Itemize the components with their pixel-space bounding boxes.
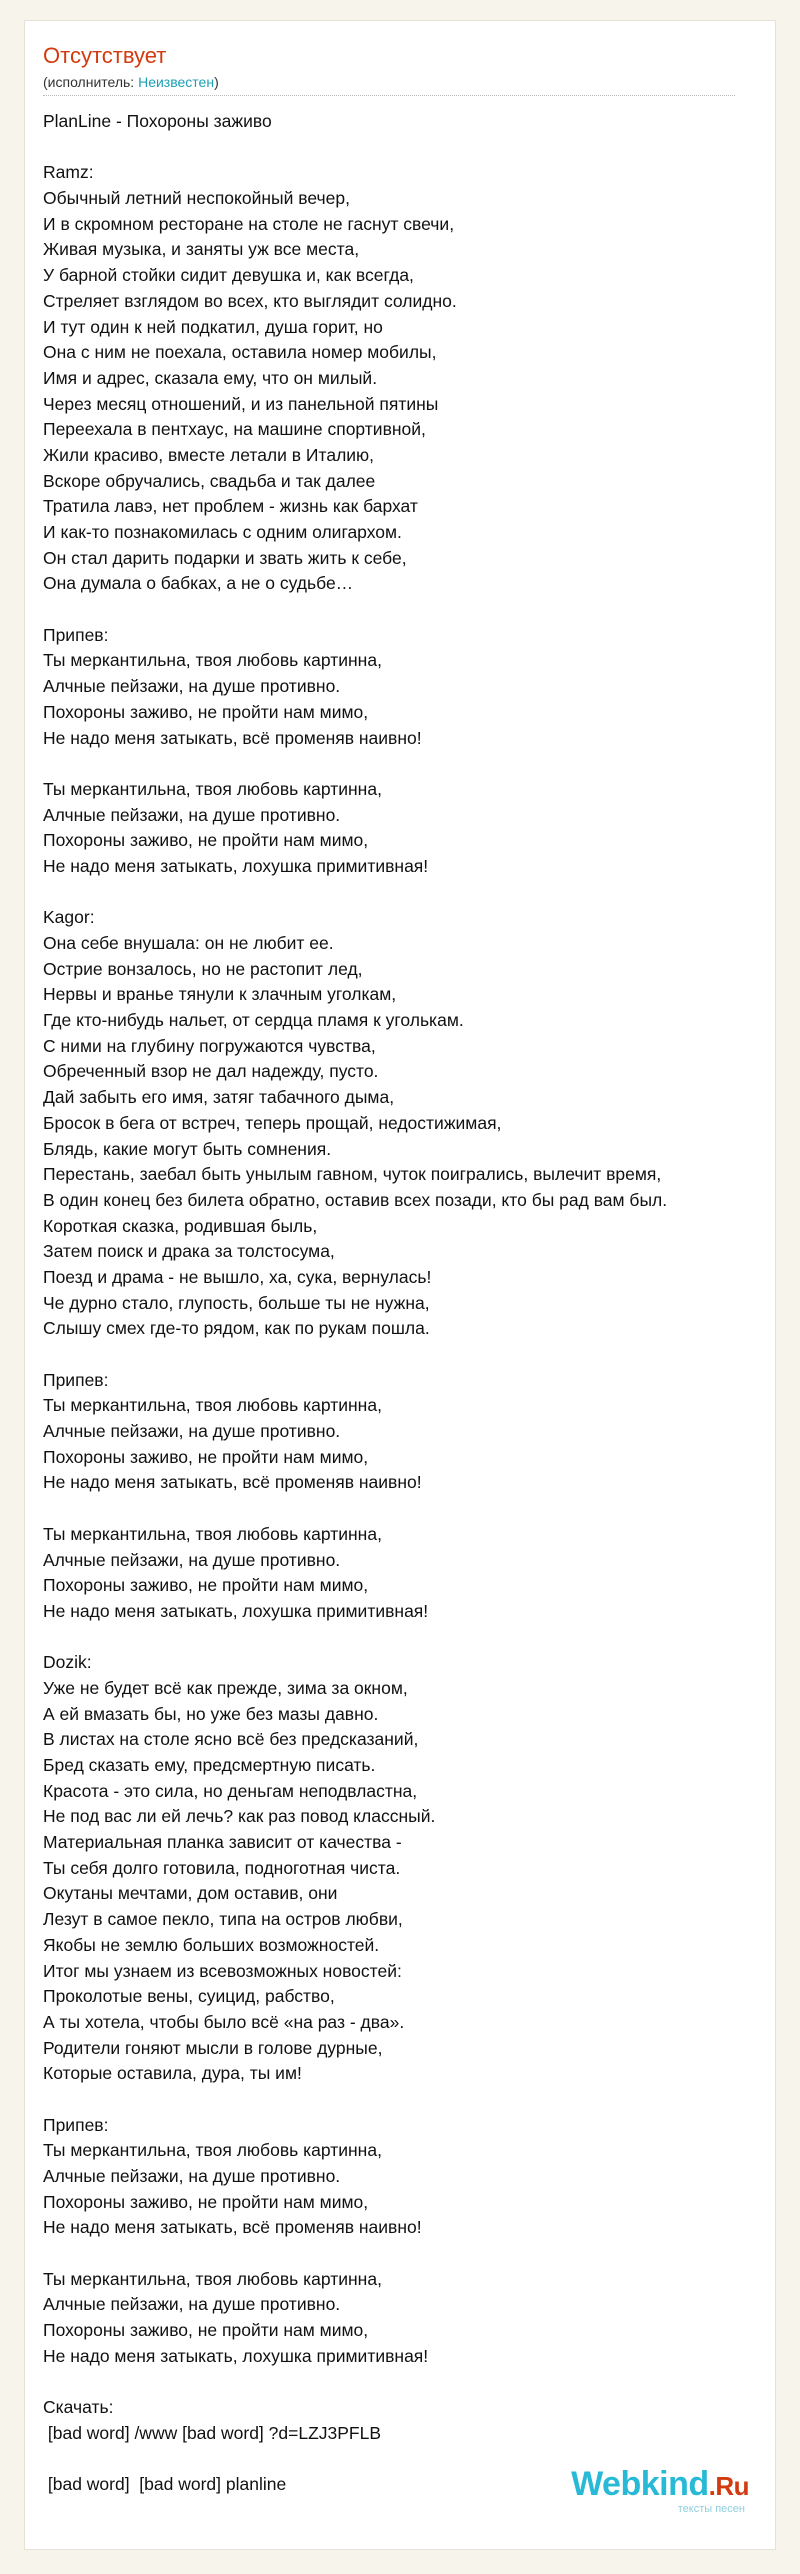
lyrics-line: Не надо меня затыкать, лохушка примитивная!: [43, 855, 429, 876]
lyrics-line: Проколотые вены, суицид, рабство,: [43, 1986, 335, 2007]
lyrics-line: Короткая сказка, родившая быль,: [43, 1215, 318, 1236]
lyrics-line: И тут один к ней подкатил, душа горит, но: [43, 316, 383, 337]
lyrics-line: Перестань, заебал быть унылым гавном, чуток поигрались, вылечит время,: [43, 1164, 662, 1185]
lyrics-line: У барной стойки сидит девушка и, как всегда,: [43, 265, 414, 286]
lyrics-line: Она себе внушала: он не любит ее.: [43, 933, 334, 953]
lyrics-line: Дай забыть его имя, затяг табачного дыма,: [43, 1087, 395, 1108]
divider: [43, 95, 735, 96]
lyrics-line: Якобы не землю больших возможностей.: [43, 1934, 380, 1955]
lyrics-line: Не надо меня затыкать, всё променяв наивно!: [43, 1472, 422, 1493]
lyrics-line: Алчные пейзажи, на душе противно.: [43, 1549, 341, 1570]
lyrics-line: Dozik:: [43, 1652, 92, 1673]
site-logo[interactable]: [571, 2467, 749, 2515]
lyrics-line: Переехала в пентхаус, на машине спортивной,: [43, 419, 426, 440]
logo-name: Webkind: [571, 2465, 709, 2503]
lyrics-line: Тратила лавэ, нет проблем - жизнь как бархат: [43, 496, 418, 517]
lyrics-line: Красота - это сила, но деньгам неподвластна,: [43, 1780, 418, 1801]
lyrics-line: Блядь, какие могут быть сомнения.: [43, 1138, 332, 1159]
lyrics-line: А ты хотела, чтобы было всё «на раз - два».: [43, 2011, 405, 2032]
lyrics-line: Где кто-нибудь нальет, от сердца пламя к уголькам.: [43, 1010, 464, 1031]
lyrics-line: Обреченный взор не дал надежду, пусто.: [43, 1061, 379, 1082]
lyrics-line: Итог мы узнаем из всевозможных новостей:: [43, 1960, 402, 1981]
lyrics-line: Поезд и драма - не вышло, ха, сука, вернулась!: [43, 1266, 432, 1287]
lyrics-line: Которые оставила, дура, ты им!: [43, 2063, 302, 2084]
lyrics-line: Че дурно стало, глупость, больше ты не нужна,: [43, 1292, 430, 1313]
song-title: Отсутствует: [43, 43, 167, 68]
lyrics-line: Не надо меня затыкать, лохушка примитивная!: [43, 1600, 429, 1621]
lyrics-line: Бред сказать ему, предсмертную писать.: [43, 1755, 376, 1775]
lyrics-line: Обычный летний неспокойный вечер,: [43, 188, 350, 209]
lyrics-line: Уже не будет всё как прежде, зима за окном,: [43, 1677, 408, 1698]
artist-link[interactable]: Неизвестен: [138, 74, 215, 90]
lyrics-line: Ты меркантильна, твоя любовь картинна,: [43, 2140, 382, 2161]
lyrics-line: Не под вас ли ей лечь? как раз повод классный.: [43, 1806, 436, 1827]
lyrics-line: Окутаны мечтами, дом оставив, они: [43, 1883, 338, 1904]
lyrics-line: Алчные пейзажи, на душе противно.: [43, 1421, 341, 1442]
lyrics-line: Родители гоняют мысли в голове дурные,: [43, 2037, 383, 2058]
logo-tld: .Ru: [708, 2471, 749, 2501]
lyrics-blank-line: [43, 1342, 763, 1368]
lyrics-line: Не надо меня затыкать, лохушка примитивная!: [43, 2345, 429, 2366]
lyrics-line: В листах на столе ясно всё без предсказаний,: [43, 1729, 419, 1750]
lyrics-line: Ramz:: [43, 162, 94, 183]
lyrics-line: [bad word] [bad word] planline: [43, 2474, 287, 2495]
artist-suffix: ): [214, 74, 219, 90]
lyrics-line: Похороны заживо, не пройти нам мимо,: [43, 830, 369, 851]
lyrics-line: Вскоре обручались, свадьба и так далее: [43, 470, 376, 491]
lyrics-line: А ей вмазать бы, но уже без мазы давно.: [43, 1703, 379, 1724]
lyrics-line: Похороны заживо, не пройти нам мимо,: [43, 2320, 369, 2341]
lyrics-line: Нервы и вранье тянули к злачным уголкам,: [43, 984, 397, 1005]
lyrics-blank-line: [43, 2087, 763, 2113]
lyrics-line: И в скромном ресторане на столе не гаснут свечи,: [43, 213, 455, 234]
lyrics-line: Похороны заживо, не пройти нам мимо,: [43, 2191, 369, 2212]
lyrics-line: Алчные пейзажи, на душе противно.: [43, 676, 341, 697]
lyrics-line: И как-то познакомилась с одним олигархом.: [43, 522, 402, 542]
lyrics-line: Материальная планка зависит от качества -: [43, 1832, 402, 1853]
lyrics-line: Бросок в бега от встреч, теперь прощай, недостижимая,: [43, 1112, 502, 1133]
lyrics-line: Слышу смех где-то рядом, как по рукам пошла.: [43, 1318, 430, 1339]
lyrics-blank-line: [43, 2370, 763, 2396]
lyrics-line: Алчные пейзажи, на душе противно.: [43, 2294, 341, 2315]
lyrics-line: PlanLine - Похороны заживо: [43, 111, 272, 131]
lyrics-line: С ними на глубину погружаются чувства,: [43, 1035, 376, 1056]
lyrics-line: Похороны заживо, не пройти нам мимо,: [43, 1575, 369, 1596]
lyrics-text: [43, 109, 763, 2498]
lyrics-line: Не надо меня затыкать, всё променяв наивно!: [43, 727, 422, 748]
lyrics-line: Живая музыка, и заняты уж все места,: [43, 239, 360, 260]
lyrics-line: Имя и адрес, сказала ему, что он милый.: [43, 367, 378, 388]
lyrics-blank-line: [43, 880, 763, 906]
artist-line: [43, 73, 219, 91]
lyrics-line: Не надо меня затыкать, всё променяв наивно!: [43, 2217, 422, 2238]
lyrics-line: Припев:: [43, 624, 109, 645]
lyrics-line: Острие вонзалось, но не растопит лед,: [43, 958, 363, 979]
lyrics-line: [bad word] /www [bad word] ?d=LZJ3PFLB: [43, 2422, 382, 2443]
lyrics-line: В один конец без билета обратно, оставив всех позади, кто бы рад вам был.: [43, 1189, 668, 1210]
lyrics-line: Похороны заживо, не пройти нам мимо,: [43, 701, 369, 722]
lyrics-line: Припев:: [43, 1369, 109, 1390]
lyrics-line: Ты меркантильна, твоя любовь картинна,: [43, 1523, 382, 1544]
lyrics-line: Припев:: [43, 2114, 109, 2135]
lyrics-line: Лезут в самое пекло, типа на остров любви,: [43, 1909, 403, 1930]
lyrics-line: Стреляет взглядом во всех, кто выглядит солидно.: [43, 290, 457, 311]
lyrics-blank-line: [43, 135, 763, 161]
lyrics-line: Он стал дарить подарки и звать жить к себе,: [43, 547, 407, 568]
lyrics-card: [24, 20, 776, 2550]
lyrics-line: Она с ним не поехала, оставила номер мобилы,: [43, 342, 437, 363]
lyrics-blank-line: [43, 1625, 763, 1651]
lyrics-line: Ты меркантильна, твоя любовь картинна,: [43, 650, 382, 671]
lyrics-blank-line: [43, 1496, 763, 1522]
lyrics-line: Алчные пейзажи, на душе противно.: [43, 804, 341, 825]
lyrics-line: Похороны заживо, не пройти нам мимо,: [43, 1446, 369, 1467]
lyrics-blank-line: [43, 597, 763, 623]
lyrics-line: Kagor:: [43, 907, 95, 928]
lyrics-line: Жили красиво, вместе летали в Италию,: [43, 444, 375, 465]
lyrics-line: Через месяц отношений, и из панельной пятины: [43, 393, 439, 414]
artist-prefix: (исполнитель:: [43, 74, 139, 90]
lyrics-line: Она думала о бабках, а не о судьбе…: [43, 573, 354, 594]
logo-tagline: тексты песен: [677, 2503, 745, 2515]
lyrics-line: Затем поиск и драка за толстосума,: [43, 1241, 335, 1262]
lyrics-line: Скачать:: [43, 2397, 114, 2418]
lyrics-line: Алчные пейзажи, на душе противно.: [43, 2166, 341, 2186]
logo-wordmark: [571, 2467, 749, 2503]
lyrics-blank-line: [43, 2241, 763, 2267]
lyrics-blank-line: [43, 751, 763, 777]
lyrics-line: Ты себя долго готовила, подноготная чиста.: [43, 1857, 401, 1878]
lyrics-line: Ты меркантильна, твоя любовь картинна,: [43, 1395, 382, 1416]
lyrics-line: Ты меркантильна, твоя любовь картинна,: [43, 2268, 382, 2289]
lyrics-line: Ты меркантильна, твоя любовь картинна,: [43, 778, 382, 799]
